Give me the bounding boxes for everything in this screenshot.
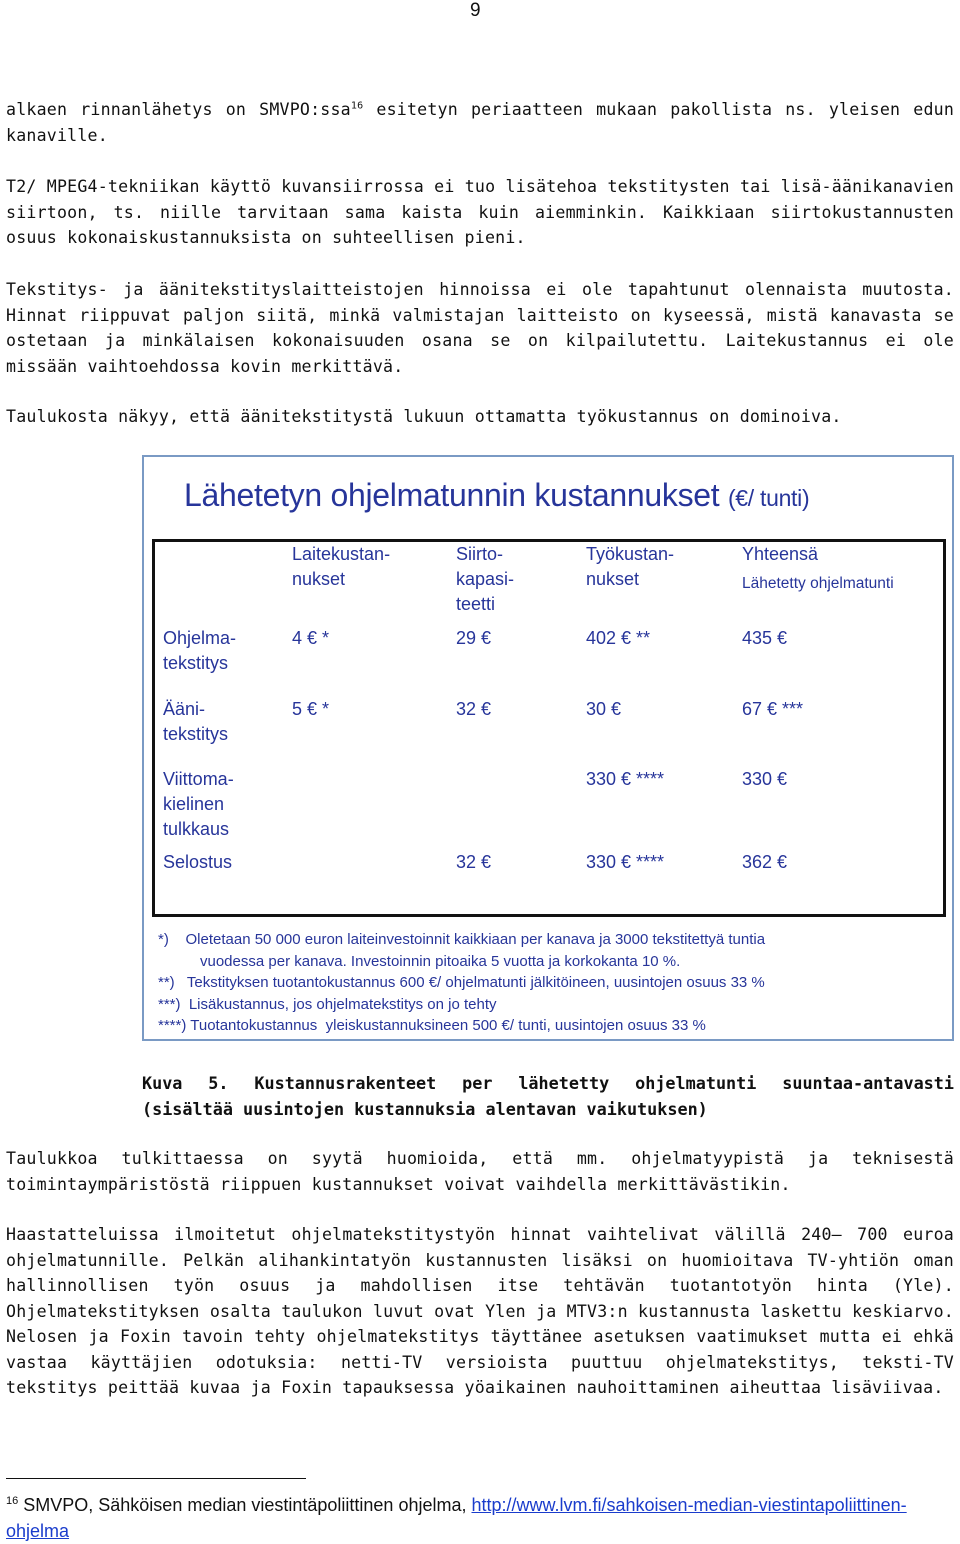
- row-label-viittomakielinen-3: tulkkaus: [163, 819, 230, 839]
- figure-title-text: Lähetetyn ohjelmatunnin kustannukset: [184, 477, 720, 513]
- cell-selostus-tyo: 330 € ****: [586, 852, 665, 872]
- cell-viittomakielinen-yhteensa: 330 €: [742, 769, 788, 789]
- cell-aanitekstitys-yhteensa: 67 € ***: [742, 699, 804, 719]
- footnote-text: SMVPO, Sähköisen median viestintäpoliittinen ohjelma,: [18, 1495, 472, 1515]
- footnote-link[interactable]: http://www.lvm.fi/sahkoisen-median-viestintapoliittinen-ohjelma: [6, 1495, 907, 1541]
- cell-aanitekstitys-tyo: 30 €: [586, 699, 622, 719]
- paragraph-4: Taulukosta näkyy, että äänitekstitystä lukuun ottamatta työkustannus on dominoiva.: [6, 407, 842, 426]
- paragraph-1-text-a: alkaen rinnanlähetys on SMVPO:ssa: [6, 100, 351, 119]
- header-lahetetty-ohjelmatunti: Lähetetty ohjelmatunti: [742, 575, 894, 592]
- row-label-aanitekstitys-1: Ääni-: [163, 699, 206, 719]
- paragraph-1-text-b: esitetyn periaatteen mukaan pakollista ns. yleisen edun kanaville.: [6, 100, 955, 145]
- figure-caption: Kuva 5. Kustannusrakenteet per lähetetty ohjelmatunti suuntaa-antavasti (sisältää uusintojen kustannuksia alentavan vaikutuksen): [142, 1073, 954, 1119]
- page-number: 9: [470, 0, 481, 21]
- cell-selostus-yhteensa: 362 €: [742, 852, 788, 872]
- cell-selostus-siirto: 32 €: [456, 852, 492, 872]
- header-laitekustannukset-1: Laitekustan-: [292, 544, 391, 564]
- row-label-viittomakielinen-1: Viittoma-: [163, 769, 234, 789]
- note-2: **) Tekstityksen tuotantokustannus 600 €/ ohjelmatunti jälkitöineen, uusintojen osuus 33 %: [158, 974, 765, 991]
- figure-title-unit: (€/ tunti): [727, 485, 810, 511]
- row-label-viittomakielinen-2: kielinen: [163, 794, 225, 814]
- cell-ohjelmatekstitys-tyo: 402 € **: [586, 628, 651, 648]
- cell-aanitekstitys-laite: 5 € *: [292, 699, 330, 719]
- cost-table: [152, 539, 946, 917]
- header-tyokustannukset-1: Työkustan-: [586, 544, 675, 564]
- cell-ohjelmatekstitys-laite: 4 € *: [292, 628, 330, 648]
- figure-notes: [158, 929, 765, 1037]
- note-1-continued: vuodessa per kanava. Investoinnin pitoaika 5 vuotta ja korkokanta 10 %.: [200, 952, 681, 970]
- row-label-ohjelmatekstitys-1: Ohjelma-: [163, 628, 237, 648]
- paragraph-6: Haastatteluissa ilmoitetut ohjelmatekstitystyön hinnat vaihtelivat välillä 240— 700 euroa ohjelmatunnille. Pelkän alihankintatyön kustannusten lisäksi on huomioitava TV-yhtiön oman hallinnollisen työn osuus ja mahdollisen itse tehtävän tuotantotyön hinta (Yle). Ohjelmatekstityksen osalta taulukon luvut ovat Ylen ja MTV3:n kustannusta laskettu keskiarvo. Nelosen ja Foxin tavoin tehty ohjelmatekstitys täyttänee asetuksen vaatimukset mutta ei ehkä vastaa käyttäjien odotuksia: netti-TV versioista puuttuu ohjelmatekstitys, teksti-TV tekstitys peittää kuvaa ja Foxin tapauksessa yöaikainen nauhoittaminen aiheuttaa lisäviivaa.: [6, 1225, 954, 1397]
- cost-figure: [142, 455, 954, 1041]
- note-3: ***) Lisäkustannus, jos ohjelmatekstitys on jo tehty: [158, 995, 497, 1013]
- cell-aanitekstitys-siirto: 32 €: [456, 699, 492, 719]
- row-label-selostus: Selostus: [163, 852, 233, 872]
- header-siirtokapasiteetti-3: teetti: [456, 594, 496, 614]
- header-laitekustannukset-2: nukset: [292, 569, 346, 589]
- cell-ohjelmatekstitys-yhteensa: 435 €: [742, 628, 788, 648]
- row-label-aanitekstitys-2: tekstitys: [163, 724, 229, 744]
- figure-title: [184, 477, 809, 514]
- note-1: *) Oletetaan 50 000 euron laiteinvestoinnit kaikkiaan per kanava ja 3000 tekstitettyä tuntia: [158, 931, 766, 948]
- header-siirtokapasiteetti-2: kapasi-: [456, 569, 515, 589]
- note-4: ****) Tuotantokustannus yleiskustannuksineen 500 €/ tunti, uusintojen osuus 33 %: [158, 1017, 706, 1034]
- paragraph-3: Tekstitys- ja äänitekstityslaitteistojen hinnoissa ei ole tapahtunut olennaista muutosta. Hinnat riippuvat paljon siitä, minkä valmistajan laitteisto on kyseessä, mistä kanavasta se ostetaan ja minkälaisen kokonaisuuden osana se on kilpailutettu. Laitekustannus ei ole missään vaihtoehdossa kovin merkittävä.: [6, 280, 954, 376]
- header-siirtokapasiteetti-1: Siirto-: [456, 544, 504, 564]
- header-tyokustannukset-2: nukset: [586, 569, 640, 589]
- cell-viittomakielinen-tyo: 330 € ****: [586, 769, 665, 789]
- footnote: [6, 1488, 954, 1544]
- footnote-number: 16: [6, 1495, 19, 1507]
- cell-ohjelmatekstitys-siirto: 29 €: [456, 628, 492, 648]
- paragraph-2: T2/ MPEG4-tekniikan käyttö kuvansiirrossa ei tuo lisätehoa tekstitysten tai lisä-äänikanavien siirtoon, ts. niille tarvitaan sama kaista kuin aiemminkin. Kaikkiaan siirtokustannusten osuus kokonaiskustannuksista on suhteellisen pieni.: [6, 177, 954, 247]
- header-yhteensa: Yhteensä: [742, 544, 819, 564]
- footnote-divider: [6, 1478, 306, 1479]
- paragraph-1: [6, 97, 954, 148]
- row-label-ohjelmatekstitys-2: tekstitys: [163, 653, 229, 673]
- footnote-ref[interactable]: 16: [350, 100, 364, 112]
- paragraph-5: Taulukkoa tulkittaessa on syytä huomioida, että mm. ohjelmatyypistä ja teknisestä toimintaympäristöstä riippuen kustannukset voivat vaihdella merkittävästikin.: [6, 1149, 954, 1194]
